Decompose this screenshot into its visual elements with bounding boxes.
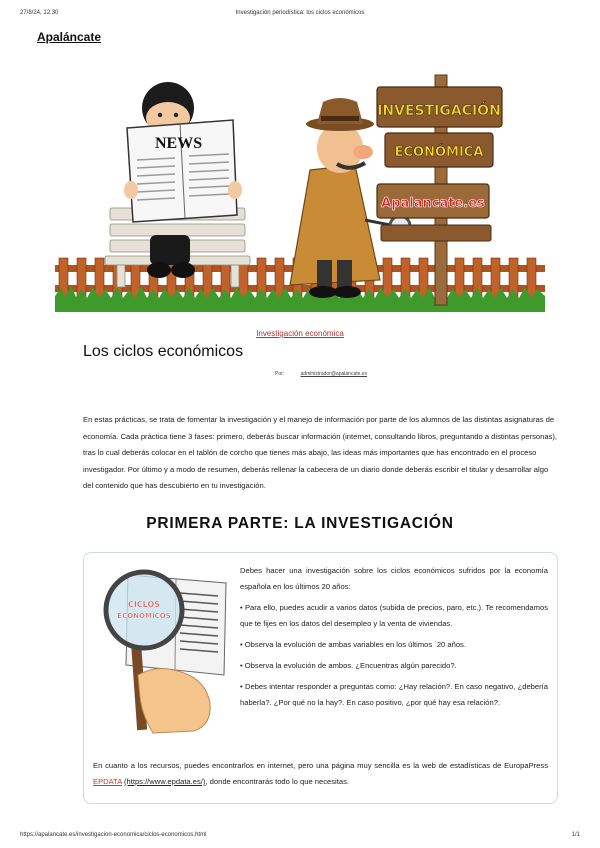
post-title: Los ciclos económicos (83, 343, 244, 360)
resources-text-end: , donde encontrarás todo lo que necesitas. (205, 777, 349, 786)
section-heading: PRIMERA PARTE: LA INVESTIGACIÓN (146, 515, 454, 532)
site-logo[interactable]: Apaláncate (37, 30, 102, 44)
newspaper-title: NEWS (155, 135, 203, 152)
byline-label: Por: (275, 371, 285, 377)
resources-text: En cuanto a los recursos, puedes encontrarlos en internet, pero una página muy sencilla es la web de estadísticas de EuropaPress (93, 761, 548, 770)
resources-paragraph (93, 758, 548, 790)
magnifier-image (98, 565, 228, 740)
post-category-link[interactable]: Investigación económica (256, 329, 344, 338)
epdata-url[interactable]: (https://www.epdata.es/) (123, 777, 206, 786)
box-bullet-3: • Observa la evolución de ambos. ¿Encuentras algún parecido?. (240, 661, 457, 670)
hero-image (55, 60, 545, 312)
print-datetime: 27/8/24, 12:30 (20, 10, 59, 16)
sign-line-2: ECONÓMICA (394, 145, 484, 160)
box-bullet-2: • Observa la evolución de ambas variables en los últimos ´20 años. (240, 640, 466, 649)
image-label-1: CICLOS (127, 600, 161, 609)
print-url: https://apalancate.es/investigacion-economica/ciclos-economicos.html (20, 832, 207, 838)
box-bullet-4: • Debes intentar responder a preguntas como: ¿Hay relación?. En caso negativo, ¿debería haberla?. ¿Por qué no la hay?. En caso positivo, ¿por qué hay esa relación?. (240, 682, 548, 707)
print-page-number: 1/1 (571, 832, 580, 838)
print-header (20, 10, 580, 16)
sign-brand: Apalancate.es (381, 196, 485, 211)
box-bullet-1: • Para ello, puedes acudir a varios datos (subida de precios, paro, etc.). Te recomendamos que te fijes en los datos del desempleo y la venta de viviendas. (240, 603, 548, 628)
print-title: Investigación periodística: los ciclos económicos (235, 10, 365, 16)
author-link[interactable]: administrador@apalancate.es (300, 371, 368, 377)
post-byline (275, 371, 367, 377)
box-text (240, 563, 548, 716)
sign-line-1: INVESTIGACIÓN (377, 103, 501, 119)
image-label-2: ECONÓMICOS (117, 612, 171, 620)
print-footer (20, 832, 580, 838)
intro-paragraph: En estas prácticas, se trata de fomentar la investigación y el manejo de información por parte de los alumnos de las distintas asignaturas de economía. Cada práctica tiene 3 fases: primero, deberás buscar información (internet, consultando libros, preguntando a distintas personas), tras lo cual deberás colocar en el tablón de corcho que tienes más abajo, las ideas más importantes que has encontrado en el proceso investigador. Por último y a modo de resumen, deberás rellenar la cabecera de un diario donde deberás escribir el titular y desarrollar algo del contenido que has descubierto en tu investigación. (83, 415, 558, 491)
box-paragraph: Debes hacer una investigación sobre los ciclos económicos sufridos por la economía española en los últimos 20 años: (240, 566, 548, 591)
epdata-link[interactable]: EPDATA (93, 777, 122, 786)
